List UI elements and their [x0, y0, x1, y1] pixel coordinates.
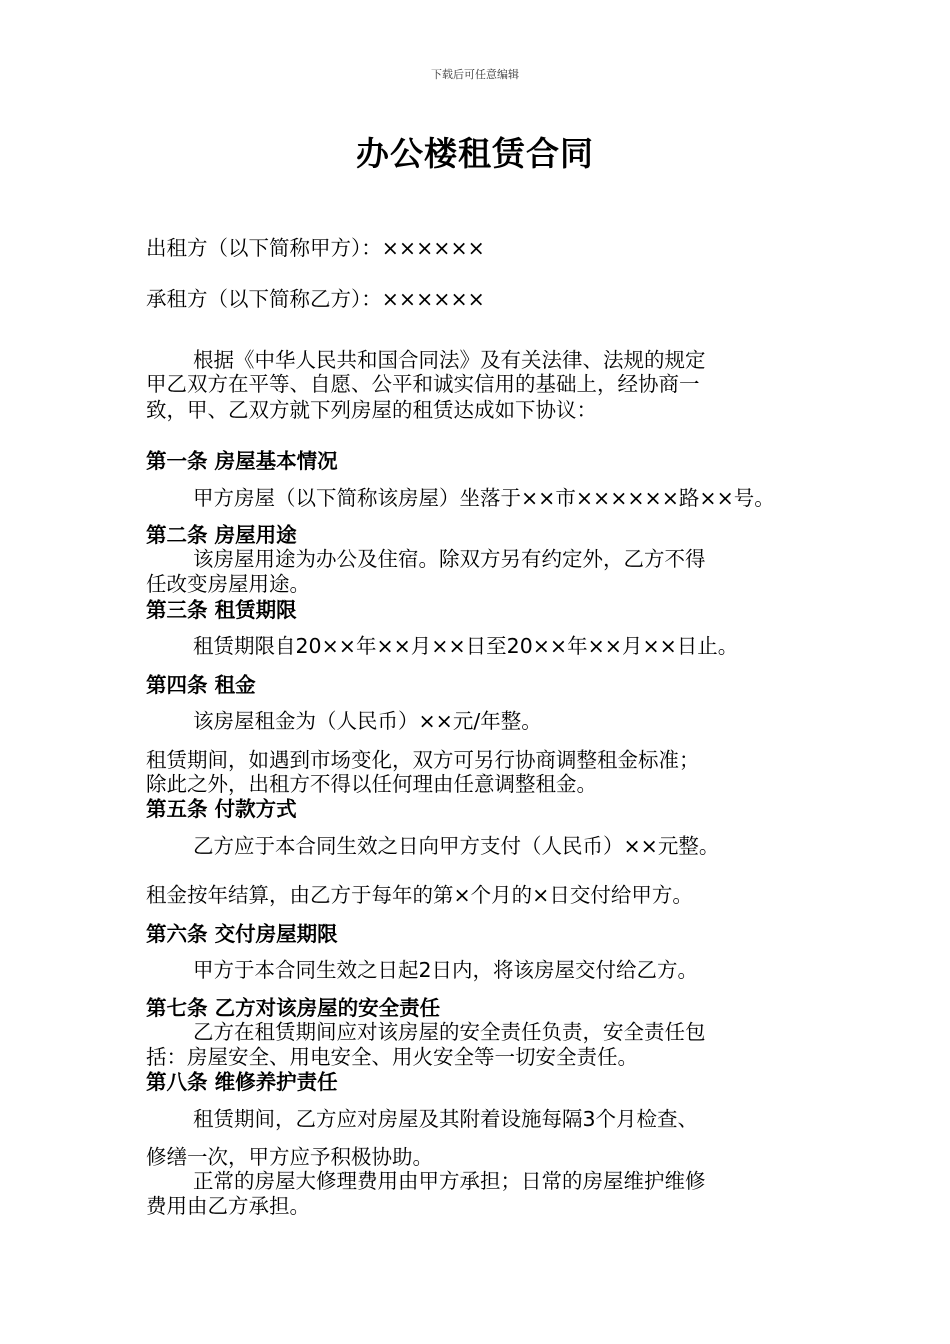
article-3-heading: 第三条 租赁期限 — [146, 598, 297, 622]
article-2-line-1: 该房屋用途为办公及住宿。除双方另有约定外，乙方不得 — [193, 547, 706, 571]
preamble-line-2: 甲乙双方在平等、自愿、公平和诚实信用的基础上，经协商一 — [146, 372, 700, 396]
article-6-line-1: 甲方于本合同生效之日起2日内，将该房屋交付给乙方。 — [193, 958, 699, 982]
article-7-heading: 第七条 乙方对该房屋的安全责任 — [146, 996, 441, 1020]
lessor-line: 出租方（以下简称甲方）：×××××× — [146, 236, 485, 260]
article-8-line-1: 租赁期间，乙方应对房屋及其附着设施每隔3个月检查、 — [193, 1107, 699, 1131]
article-4-line-1: 该房屋租金为（人民币）××元/年整。 — [193, 709, 542, 733]
preamble-line-1: 根据《中华人民共和国合同法》及有关法律、法规的规定 — [193, 348, 706, 372]
document-title: 办公楼租赁合同 — [356, 134, 594, 173]
article-7-line-1: 乙方在租赁期间应对该房屋的安全责任负责，安全责任包 — [193, 1020, 706, 1044]
preamble-line-3: 致，甲、乙双方就下列房屋的租赁达成如下协议： — [146, 398, 597, 422]
article-3-line-1: 租赁期限自20××年××月××日至20××年××月××日止。 — [193, 634, 739, 658]
article-5-line-1: 乙方应于本合同生效之日向甲方支付（人民币）××元整。 — [193, 834, 720, 858]
article-8-heading: 第八条 维修养护责任 — [146, 1070, 338, 1094]
article-2-line-2: 任改变房屋用途。 — [146, 572, 310, 596]
article-5-line-2: 租金按年结算，由乙方于每年的第×个月的×日交付给甲方。 — [146, 883, 693, 907]
article-8-line-3: 正常的房屋大修理费用由甲方承担；日常的房屋维护维修 — [193, 1169, 706, 1193]
article-7-line-2: 括：房屋安全、用电安全、用火安全等一切安全责任。 — [146, 1045, 638, 1069]
article-5-heading: 第五条 付款方式 — [146, 797, 297, 821]
article-4-line-2: 租赁期间，如遇到市场变化，双方可另行协商调整租金标准； — [146, 748, 700, 772]
article-4-line-3: 除此之外，出租方不得以任何理由任意调整租金。 — [146, 772, 597, 796]
article-6-heading: 第六条 交付房屋期限 — [146, 922, 338, 946]
lessee-line: 承租方（以下简称乙方）：×××××× — [146, 287, 485, 311]
header-note: 下载后可任意编辑 — [431, 68, 519, 81]
article-4-heading: 第四条 租金 — [146, 673, 256, 697]
article-1-heading: 第一条 房屋基本情况 — [146, 449, 338, 473]
article-8-line-4: 费用由乙方承担。 — [146, 1194, 310, 1218]
article-8-line-2: 修缮一次，甲方应予积极协助。 — [146, 1145, 433, 1169]
article-1-line-1: 甲方房屋（以下简称该房屋）坐落于××市××××××路××号。 — [193, 486, 775, 510]
article-2-heading: 第二条 房屋用途 — [146, 523, 297, 547]
